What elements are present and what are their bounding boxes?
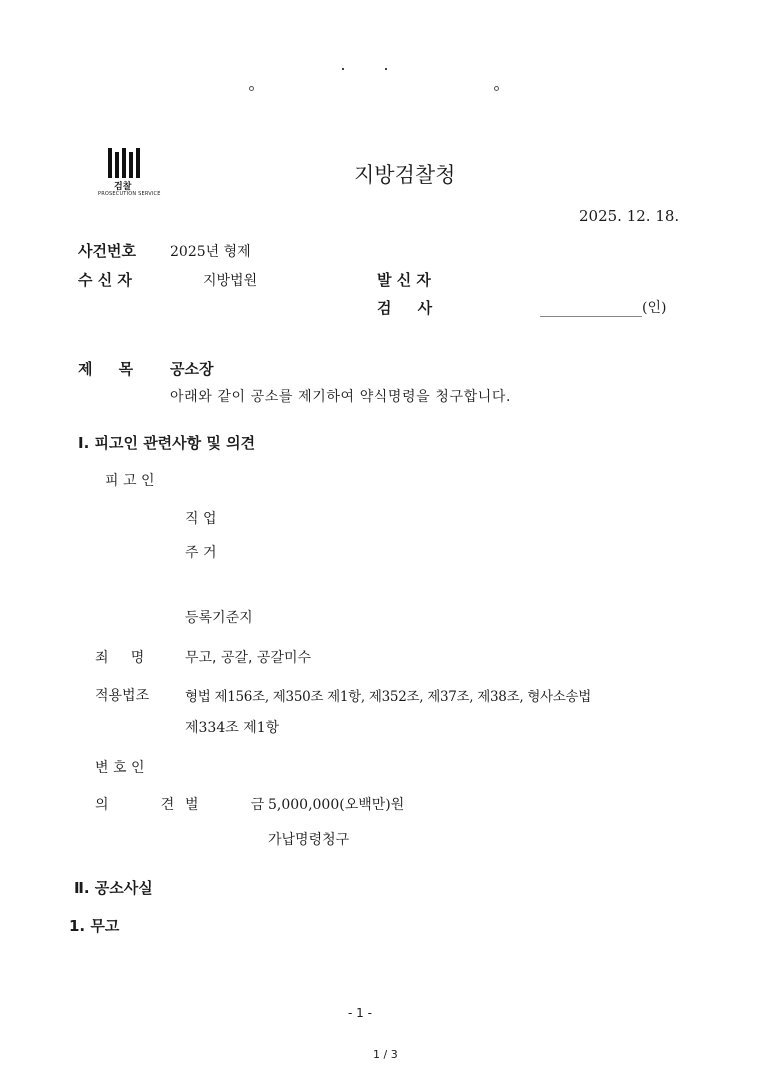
section-1-heading: Ⅰ. 피고인 관련사항 및 의견	[78, 434, 256, 452]
fine-value: 5,000,000(오백만)원	[268, 797, 405, 813]
scan-speck	[494, 86, 499, 91]
recipient-label: 수 신 자	[78, 271, 132, 289]
signature-line	[540, 316, 642, 317]
office-title: 지방검찰청	[354, 163, 456, 187]
logo-subtext: PROSECUTION SERVICE	[98, 191, 161, 197]
applicable-law-line1: 형법 제156조, 제350조 제1항, 제352조, 제37조, 제38조, 형사소송법	[185, 689, 592, 705]
occupation-label: 직 업	[185, 511, 217, 527]
registry-label: 등록기준지	[185, 610, 253, 626]
fine-label: 벌 금	[185, 797, 265, 813]
document-date: 2025. 12. 18.	[579, 207, 680, 225]
charge-value: 무고, 공갈, 공갈미수	[185, 650, 311, 666]
applicable-law-label: 적용법조	[95, 688, 150, 704]
scan-speck	[342, 68, 344, 70]
provisional-payment-order: 가납명령청구	[268, 832, 350, 848]
case-number-label: 사건번호	[78, 242, 136, 260]
seal-label: (인)	[642, 300, 667, 316]
section-2-item-1: 1. 무고	[69, 917, 120, 935]
recipient-value: 지방법원	[203, 273, 258, 289]
defendant-label: 피 고 인	[105, 473, 155, 489]
page-count: 1 / 3	[373, 1048, 398, 1061]
sender-label: 발 신 자	[377, 271, 431, 289]
subject-label: 제 목	[78, 360, 134, 378]
address-label: 주 거	[185, 545, 217, 561]
prosecution-logo	[96, 148, 161, 200]
page-number: - 1 -	[348, 1006, 372, 1020]
case-number-value: 2025년 형제	[170, 244, 251, 260]
subject-title: 공소장	[170, 360, 214, 378]
counsel-label: 변 호 인	[95, 760, 145, 776]
scan-speck	[249, 86, 254, 91]
opinion-label: 의 견	[95, 797, 175, 813]
charge-label: 죄 명	[95, 650, 145, 666]
applicable-law-line2: 제334조 제1항	[185, 720, 280, 736]
subject-body: 아래와 같이 공소를 제기하여 약식명령을 청구합니다.	[170, 389, 512, 405]
pillars-icon	[108, 148, 144, 178]
section-2-heading: Ⅱ. 공소사실	[74, 879, 153, 897]
scan-speck	[385, 68, 387, 70]
prosecutor-label: 검 사	[377, 299, 433, 317]
logo-text: 검찰	[114, 182, 132, 192]
